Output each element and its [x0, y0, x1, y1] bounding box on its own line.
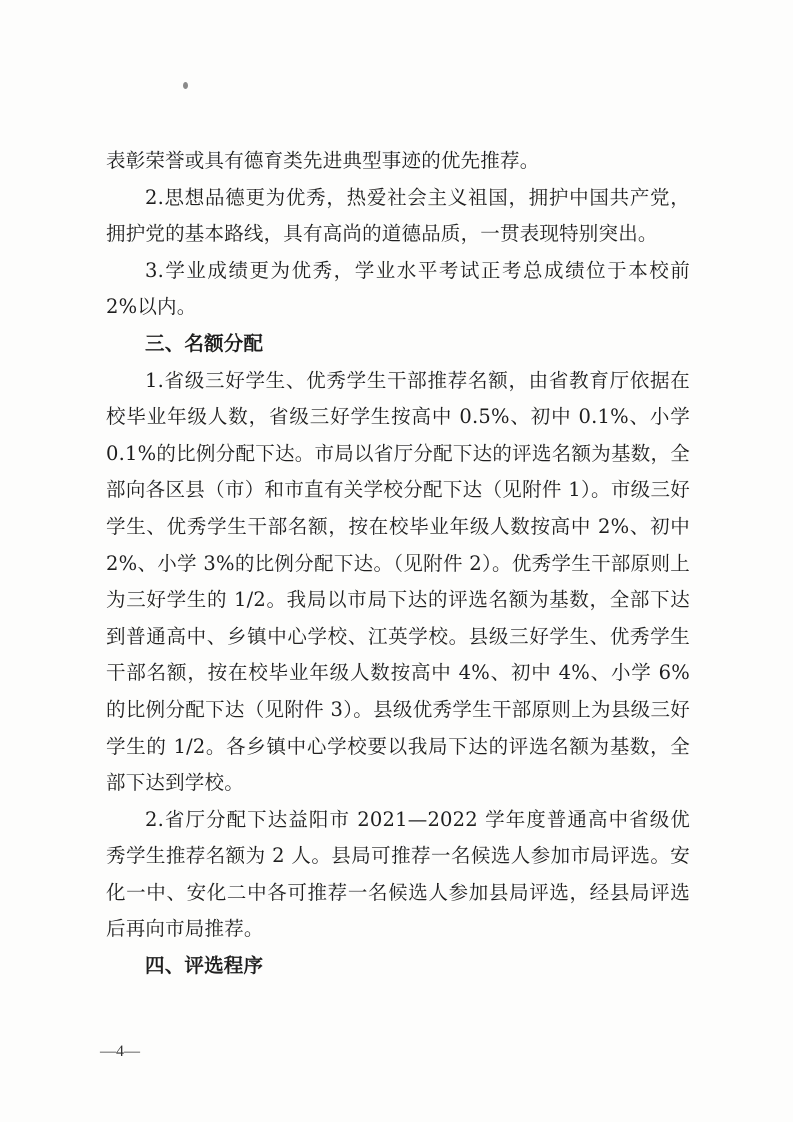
criterion-3-paragraph: 3.学业成绩更为优秀，学业水平考试正考总成绩位于本校前 2%以内。: [106, 258, 690, 319]
quota-paragraph-1: 1.省级三好学生、优秀学生干部推荐名额，由省教育厅依据在校毕业年级人数，省级三好学生按高中 0.5%、初中 0.1%、小学 0.1%的比例分配下达。市局以省厅分配下达的评选名额为基数，全部向各区县（市）和市直有关学校分配下达（见附件 1）。市级三好学生、优秀学生干部名额，按在校毕业年级人数按高中 2%、初中 2%、小学 3%的比例分配下达。（见附件 2）。优秀学生干部原则上为三好学生的 1/2。我局以市局下达的评选名额为基数，全部下达到普通高中、乡镇中心学校、江英学校。县级三好学生、优秀学生干部名额，按在校毕业年级人数按高中 4%、初中 4%、小学 6%的比例分配下达（见附件 3）。县级优秀学生干部原则上为县级三好学生的 1/2。各乡镇中心学校要以我局下达的评选名额为基数，全部下达到学校。: [106, 368, 690, 795]
document-body: [106, 143, 690, 985]
section-heading-selection-procedure: 四、评选程序: [145, 954, 264, 978]
criterion-2-paragraph: 2.思想品德更为优秀，热爱社会主义祖国，拥护中国共产党，拥护党的基本路线，具有高尚的道德品质，一贯表现特别突出。: [106, 185, 690, 246]
paragraph-continuation: 表彰荣誉或具有德育类先进典型事迹的优先推荐。: [106, 149, 540, 172]
section-heading-quota-allocation: 三、名额分配: [145, 331, 264, 355]
scan-speck: [183, 82, 188, 89]
page-number: —4—: [100, 1043, 140, 1060]
quota-paragraph-2: 2.省厅分配下达益阳市 2021—2022 学年度普通高中省级优秀学生推荐名额为 2 人。县局可推荐一名候选人参加市局评选。安化一中、安化二中各可推荐一名候选人参加县局评选，经县局评选后再向市局推荐。: [106, 807, 690, 941]
